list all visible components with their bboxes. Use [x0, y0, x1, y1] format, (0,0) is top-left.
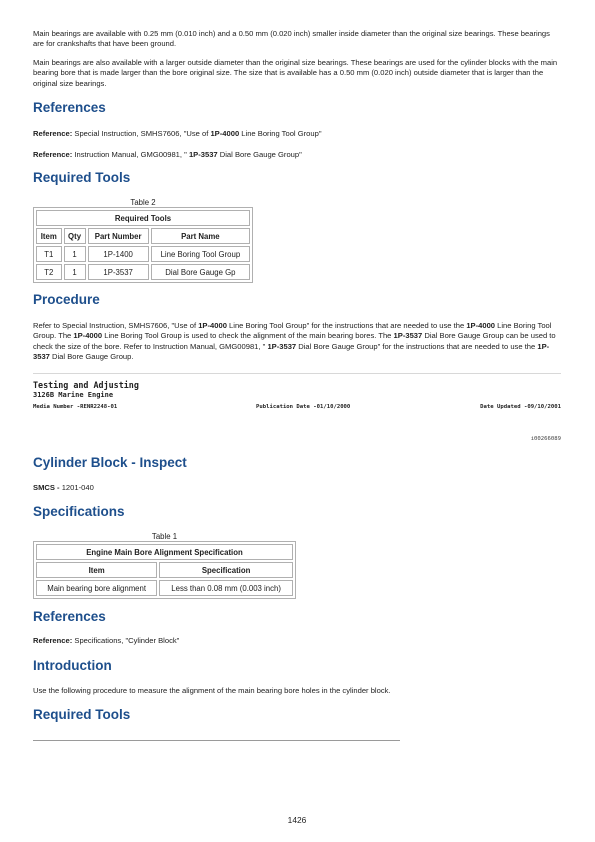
reference-line-2: Reference: Instruction Manual, GMG00981, " 1P-3537 Dial Bore Gauge Group" — [33, 150, 302, 159]
column-header: Item — [36, 562, 157, 578]
column-header: Part Number — [88, 228, 149, 244]
procedure-paragraph: Refer to Special Instruction, SMHS7606, "Use of 1P-4000 Line Boring Tool Group" for the instructions that are needed to use the 1P-4000 Line Boring Tool Group. The 1P-4000 Line Boring Tool Group is used to check the alignment of the main bearing bores. The 1P-3537 Dial Bore Gauge Group can be used to check the size of the bore. Refer to Instruction Manual, GMG00981, " 1P-3537 Dial Bore Gauge Group" for the instructions that are needed to use the 1P-3537 Dial Bore Gauge Group. — [33, 321, 556, 362]
required-tools-table — [33, 207, 253, 283]
reference-line-1: Reference: Special Instruction, SMHS7606, "Use of 1P-4000 Line Boring Tool Group" — [33, 129, 322, 138]
intro-paragraph-2: Main bearings are also available with a larger outside diameter than the original size bearings. These bearings are used for the cylinder blocks with the main bearing bore that is made larger than the bore original size. The size that is available has a 0.50 mm (0.020 inch) outside diameter that is larger than the original size bearings. — [33, 58, 558, 88]
column-header: Qty — [64, 228, 86, 244]
smcs-code: SMCS - 1201-040 — [33, 483, 94, 492]
column-header: Specification — [159, 562, 293, 578]
required-tools-heading: Required Tools — [33, 170, 131, 185]
column-header: Item — [36, 228, 62, 244]
specifications-heading: Specifications — [33, 504, 125, 519]
intro-paragraph-1: Main bearings are available with 0.25 mm (0.010 inch) and a 0.50 mm (0.020 inch) smaller inside diameter than the original size bearings. These bearings are for crankshafts that have been ground. — [33, 29, 550, 49]
table-row: Main bearing bore alignment Less than 0.08 mm (0.003 inch) — [36, 580, 293, 596]
introduction-paragraph: Use the following procedure to measure the alignment of the main bearing bore holes in the cylinder block. — [33, 686, 391, 695]
document-id: i00266089 — [530, 436, 561, 442]
references-heading: References — [33, 100, 106, 115]
media-number: Media Number -RENR2248-01 — [33, 404, 118, 410]
doc-header-engine: 3126B Marine Engine — [33, 391, 114, 399]
table-title: Engine Main Bore Alignment Specification — [36, 544, 293, 560]
date-updated: Date Updated -09/10/2001 — [480, 404, 561, 410]
table-row: T2 1 1P-3537 Dial Bore Gauge Gp — [36, 264, 250, 280]
table-row: T1 1 1P-1400 Line Boring Tool Group — [36, 246, 250, 262]
table-1-caption: Table 1 — [151, 532, 178, 541]
section-title: Cylinder Block - Inspect — [33, 455, 187, 470]
publication-date: Publication Date -01/10/2000 — [256, 404, 351, 410]
required-tools-heading: Required Tools — [33, 707, 131, 722]
table-title: Required Tools — [36, 210, 250, 226]
column-header: Part Name — [151, 228, 250, 244]
page-number: 1426 — [287, 815, 307, 825]
doc-header-title: Testing and Adjusting — [33, 380, 139, 390]
procedure-heading: Procedure — [33, 292, 100, 307]
table-rule — [33, 740, 400, 741]
specification-table — [33, 541, 296, 599]
section-divider — [33, 373, 561, 374]
table-2-caption: Table 2 — [130, 198, 156, 207]
introduction-heading: Introduction — [33, 658, 112, 673]
reference-line: Reference: Specifications, "Cylinder Block" — [33, 636, 180, 645]
references-heading: References — [33, 609, 106, 624]
